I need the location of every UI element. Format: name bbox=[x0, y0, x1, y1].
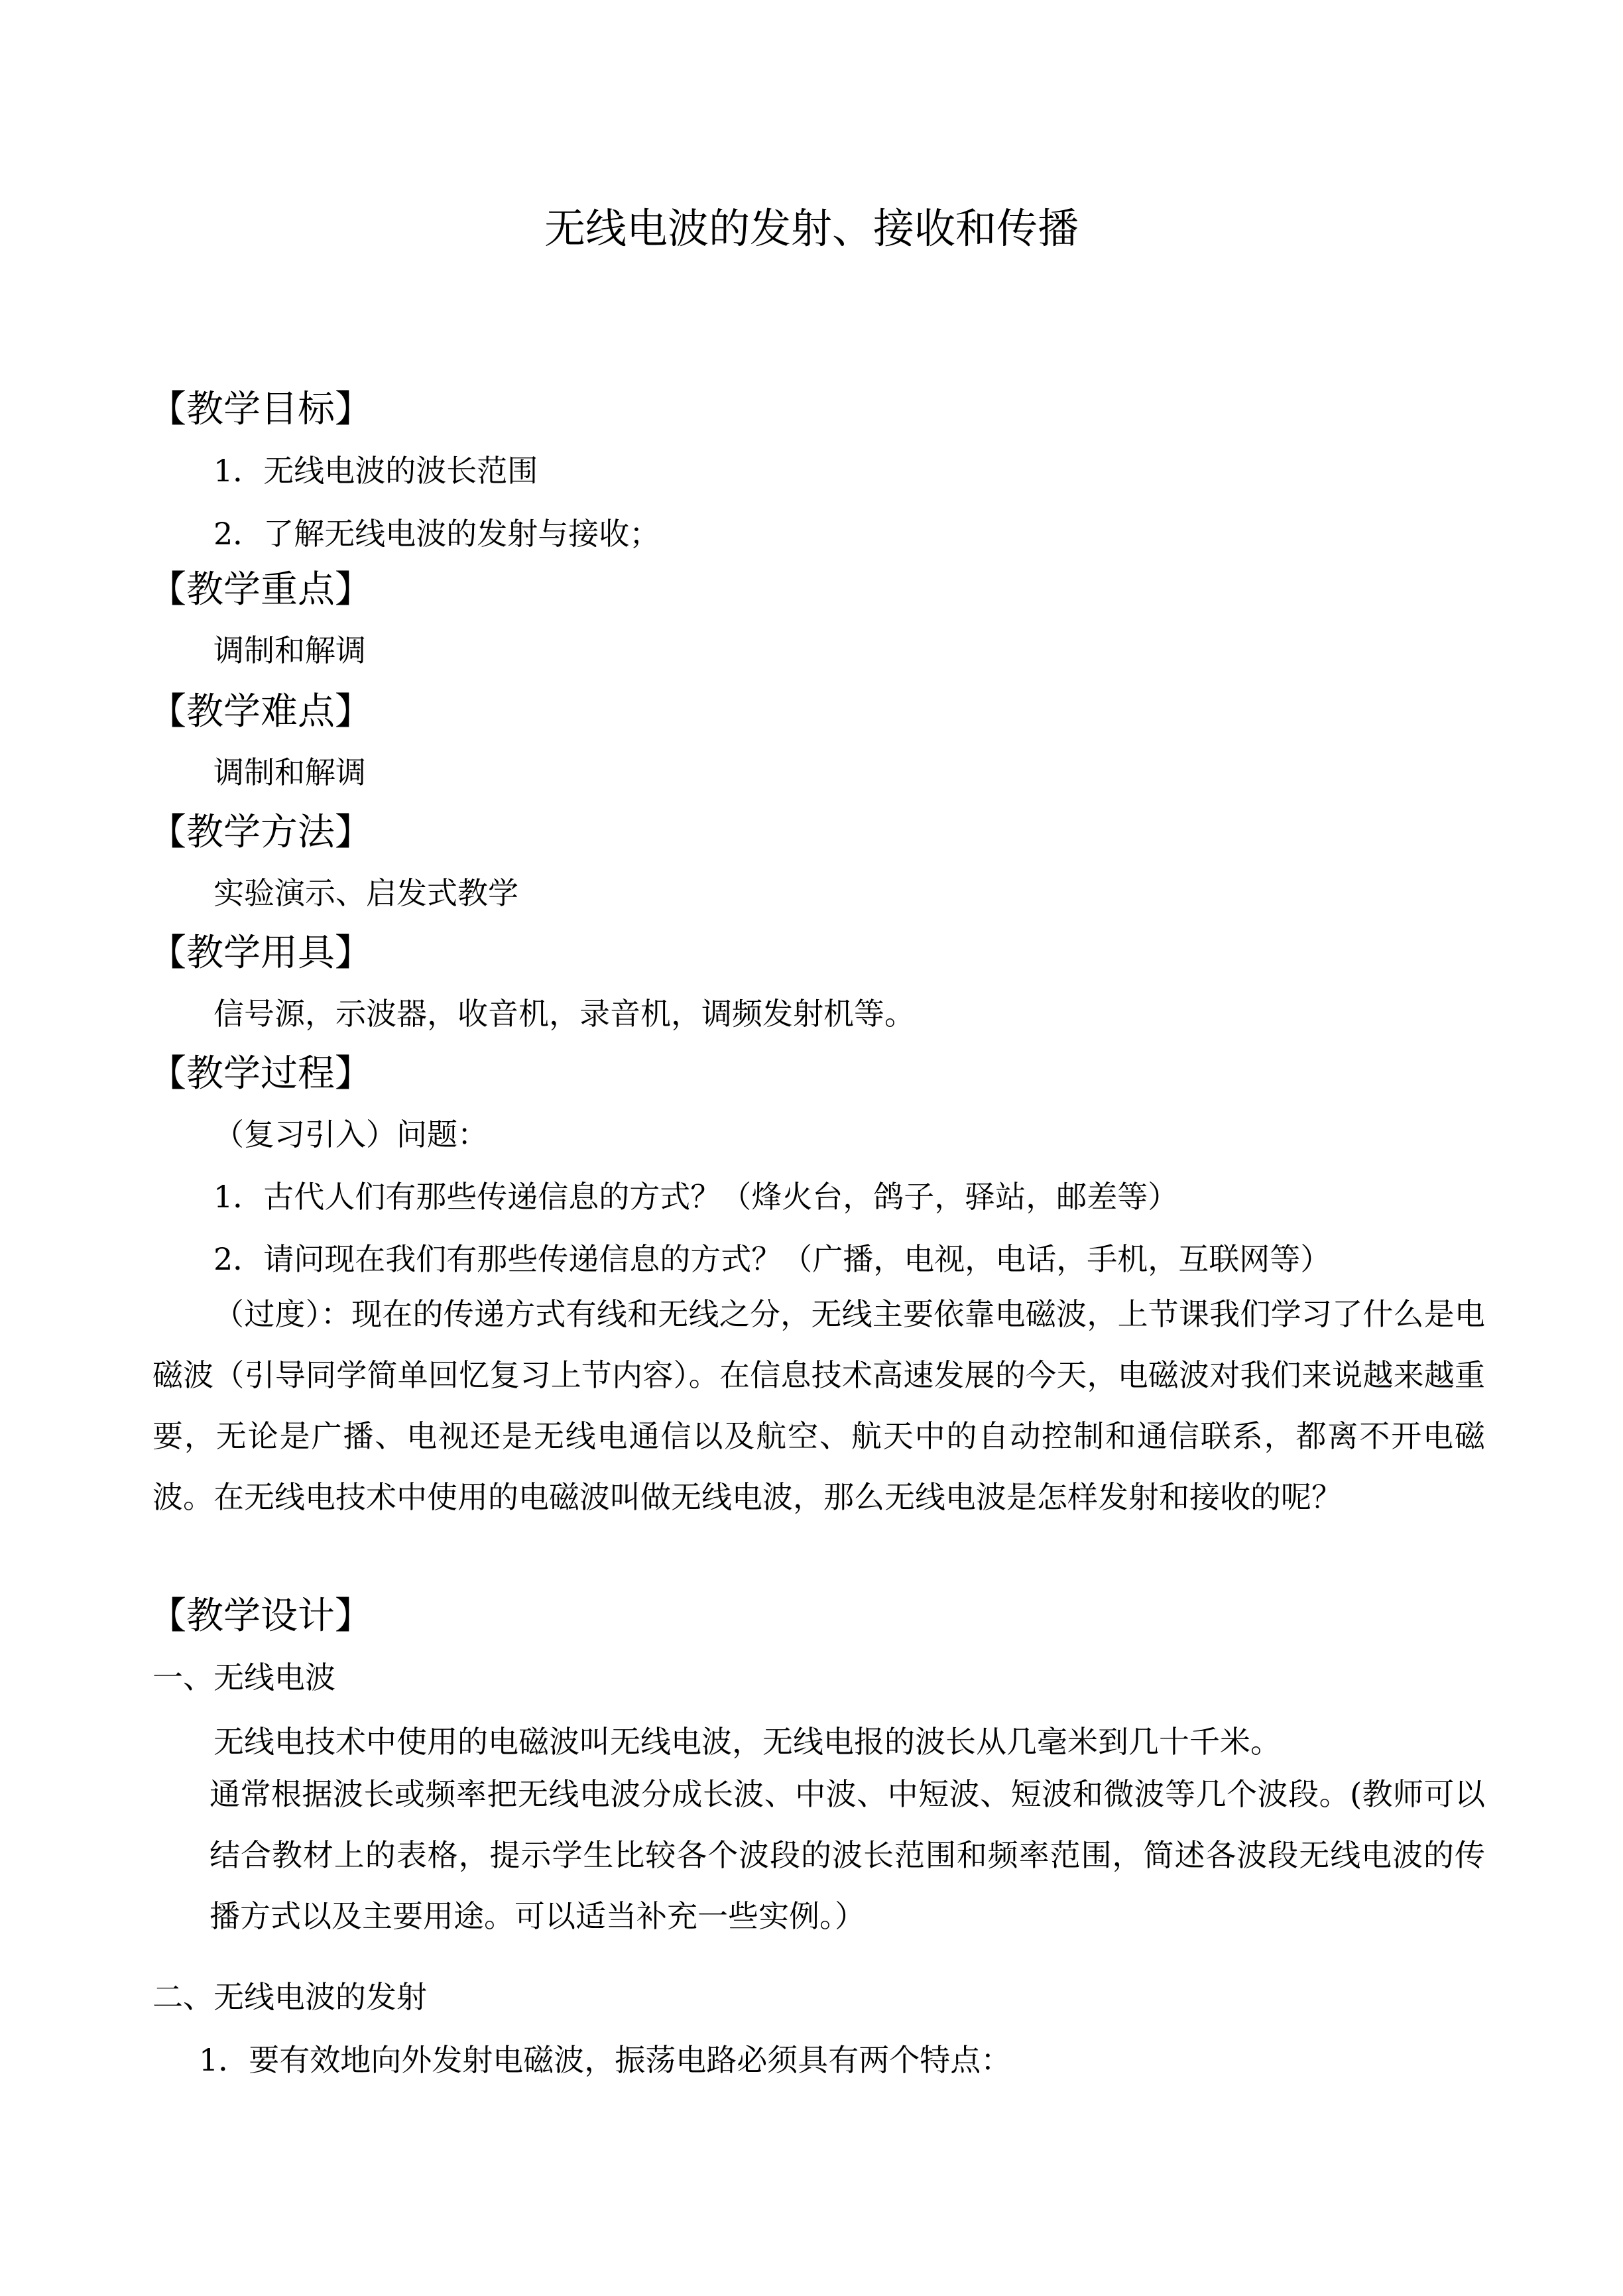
design-part2-paragraph-1: 1．要有效地向外发射电磁波，振荡电路必须具有两个特点： bbox=[199, 2042, 1012, 2078]
section-heading-difficulties: 【教学难点】 bbox=[149, 690, 372, 733]
section-heading-design: 【教学设计】 bbox=[149, 1595, 372, 1638]
process-intro: （复习引入）问题： bbox=[213, 1117, 488, 1152]
process-transition: （过度）：现在的传递方式有线和无线之分，无线主要依靠电磁波，上节课我们学习了什么是电磁波（引导同学简单回忆复习上节内容）。在信息技术高速发展的今天，电磁波对我们来说越来越重要，无论是广播、电视还是无线电通信以及航空、航天中的自动控制和通信联系，都离不开电磁波。在无线电技术中使用的电磁波叫做无线电波，那么无线电波是怎样发射和接收的呢？ bbox=[152, 1296, 1485, 1515]
design-part1-paragraph-2: 通常根据波长或频率把无线电波分成长波、中波、中短波、短波和微波等几个波段。(教师可以结合教材上的表格，提示学生比较各个波段的波长范围和频率范围，简述各波段无线电波的传播方式以及主要用途。可以适当补充一些实例。） bbox=[210, 1776, 1485, 1934]
tools-text: 信号源，示波器，收音机，录音机，调频发射机等。 bbox=[213, 996, 915, 1032]
difficulties-text: 调制和解调 bbox=[213, 755, 366, 790]
process-question-1: 1．古代人们有那些传递信息的方式？（烽火台，鸽子，驿站，邮差等） bbox=[213, 1179, 1179, 1215]
key-points-text: 调制和解调 bbox=[213, 633, 366, 668]
design-part1-title: 一、无线电波 bbox=[152, 1660, 335, 1695]
section-heading-objectives: 【教学目标】 bbox=[149, 388, 372, 431]
section-heading-process: 【教学过程】 bbox=[149, 1052, 372, 1095]
design-part2-title: 二、无线电波的发射 bbox=[152, 1979, 427, 2015]
objective-item-2: 2．了解无线电波的发射与接收； bbox=[213, 516, 660, 552]
process-question-2: 2．请问现在我们有那些传递信息的方式？（广播，电视，电话，手机，互联网等） bbox=[213, 1241, 1331, 1277]
section-heading-tools: 【教学用具】 bbox=[149, 932, 372, 975]
methods-text: 实验演示、启发式教学 bbox=[213, 875, 518, 911]
design-part1-paragraph-1: 无线电技术中使用的电磁波叫无线电波，无线电报的波长从几毫米到几十千米。 bbox=[213, 1724, 1281, 1760]
section-heading-methods: 【教学方法】 bbox=[149, 811, 372, 854]
section-heading-key-points: 【教学重点】 bbox=[149, 568, 372, 611]
objective-item-1: 1．无线电波的波长范围 bbox=[213, 453, 538, 489]
page-title: 无线电波的发射、接收和传播 bbox=[544, 204, 1079, 253]
